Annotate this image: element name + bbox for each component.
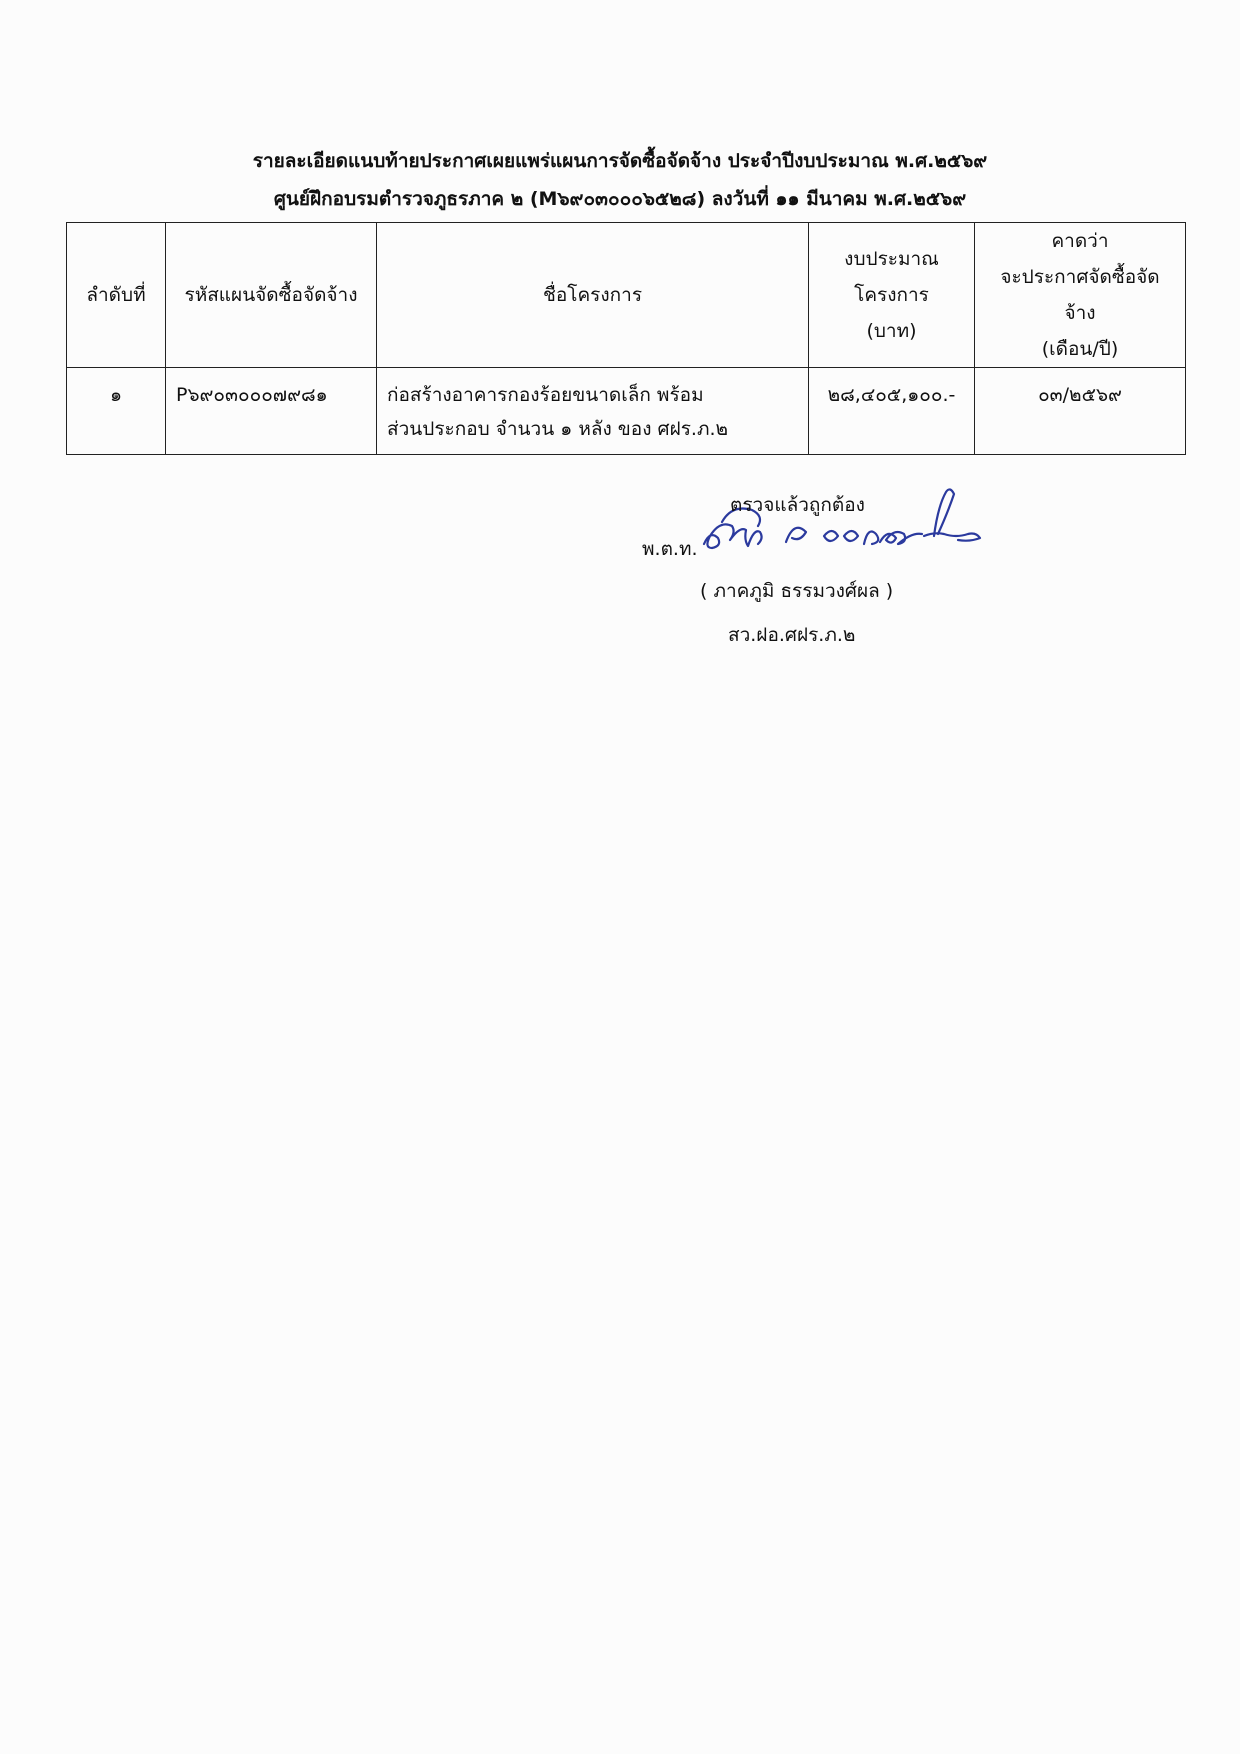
header-budget bbox=[809, 223, 975, 368]
row-plan-code: P๖๙๐๓๐๐๐๗๙๘๑ bbox=[166, 368, 377, 455]
row-no: ๑ bbox=[67, 368, 166, 455]
header-expected-line: คาดว่า bbox=[1051, 230, 1109, 252]
table-header-row bbox=[67, 223, 1186, 368]
signer-position: สว.ฝอ.ศฝร.ภ.๒ bbox=[728, 624, 856, 646]
table-row bbox=[67, 368, 1186, 455]
project-name-line: ส่วนประกอบ จำนวน ๑ หลัง ของ ศฝร.ภ.๒ bbox=[387, 418, 729, 440]
header-expected-line: จะประกาศจัดซื้อจัดจ้าง bbox=[1000, 266, 1160, 324]
header-budget-line: โครงการ bbox=[854, 284, 929, 306]
verified-text: ตรวจแล้วถูกต้อง bbox=[730, 494, 865, 516]
row-expected-date: ๐๓/๒๕๖๙ bbox=[975, 368, 1186, 455]
signature-block bbox=[560, 490, 1060, 660]
row-budget: ๒๘,๔๐๕,๑๐๐.- bbox=[809, 368, 975, 455]
document-title-line-2: ศูนย์ฝึกอบรมตำรวจภูธรภาค ๒ (M๖๙๐๓๐๐๐๖๕๒๘) ลงวันที่ ๑๑ มีนาคม พ.ศ.๒๕๖๙ bbox=[273, 188, 967, 210]
procurement-plan-table bbox=[66, 222, 1186, 455]
header-expected-date bbox=[975, 223, 1186, 368]
project-name-line: ก่อสร้างอาคารกองร้อยขนาดเล็ก พร้อม bbox=[387, 384, 704, 406]
header-budget-line: (บาท) bbox=[866, 320, 917, 342]
signer-rank: พ.ต.ท. bbox=[642, 538, 698, 560]
header-plan-code: รหัสแผนจัดซื้อจัดจ้าง bbox=[166, 223, 377, 368]
header-expected-line: (เดือน/ปี) bbox=[1041, 338, 1119, 360]
signer-name: ( ภาคภูมิ ธรรมวงศ์ผล ) bbox=[700, 580, 894, 602]
header-project-name: ชื่อโครงการ bbox=[377, 223, 809, 368]
document-title-line-1: รายละเอียดแนบท้ายประกาศเผยแพร่แผนการจัดซื้อจัดจ้าง ประจำปีงบประมาณ พ.ศ.๒๕๖๙ bbox=[252, 150, 988, 172]
header-budget-line: งบประมาณ bbox=[844, 248, 939, 270]
row-project-name bbox=[377, 368, 809, 455]
header-no: ลำดับที่ bbox=[67, 223, 166, 368]
